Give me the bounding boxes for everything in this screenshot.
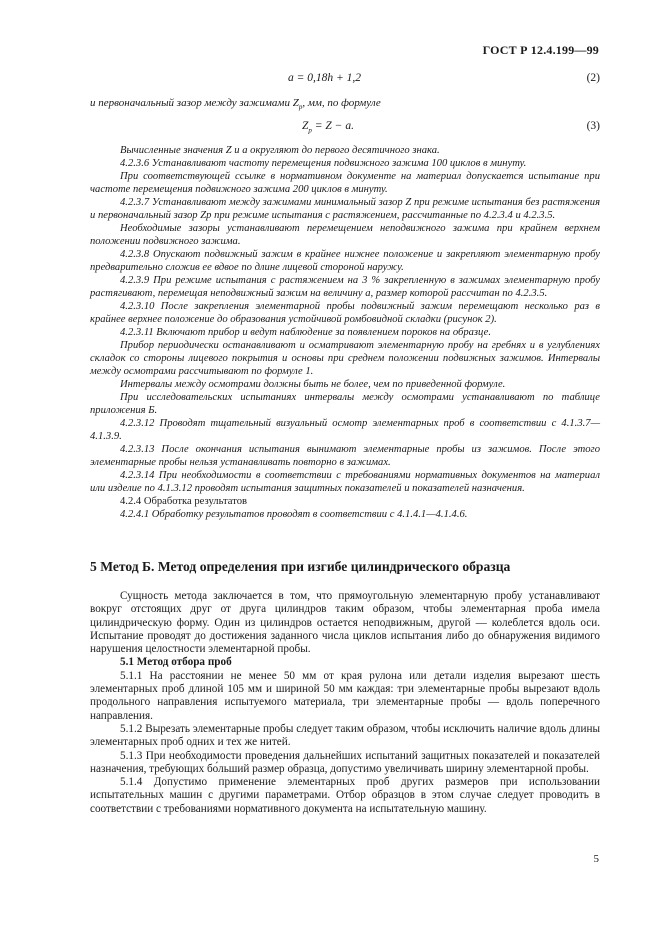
- formula-intro-sub: р: [298, 103, 303, 112]
- paragraph: 4.2.3.13 После окончания испытания вынимают элементарные пробы из зажимов. После этого элементарные пробы нельзя устанавливать повторно в зажимах.: [90, 444, 600, 468]
- paragraph: 4.2.3.7 Устанавливают между зажимами минимальный зазор Z при режиме испытания без растяжения и первоначальный зазор Zр при режиме испытания с растяжением, рассчитанные по 4.2.3.4 и 4.2.3.5.: [90, 197, 600, 221]
- paragraph: 4.2.3.14 При необходимости в соответствии с требованиями нормативных документов на материал или изделие по 4.1.3.12 проводят испытания защитных показателей и показателей назначения.: [90, 470, 600, 494]
- subsection-heading: 4.2.4 Обработка результатов: [120, 496, 247, 507]
- paragraph: 4.2.3.11 Включают прибор и ведут наблюдение за появлением пороков на образце.: [120, 327, 491, 338]
- sampling-heading: 5.1 Метод отбора проб: [120, 656, 232, 669]
- paragraph: Интервалы между осмотрами должны быть не более, чем по приведенной формуле.: [120, 379, 506, 390]
- paragraph: 4.2.3.12 Проводят тщательный визуальный осмотр элементарных проб в соответствии с 4.1.3.7—4.1.3.9.: [90, 418, 600, 442]
- italic-clauses: [90, 144, 600, 521]
- paragraph: 5.1.1 На расстоянии не менее 50 мм от края рулона или детали изделия вырезают шесть элементарных проб длиной 105 мм и шириной 50 мм каждая: три элементарные пробы вырезают вдоль продольного направления испытуемого материала, три элементарные пробы — вдоль поперечного направления.: [90, 669, 600, 722]
- paragraph: 4.2.3.8 Опускают подвижный зажим в крайнее нижнее положение и закрепляют элементарную пробу предварительно сложив ее вдвое по длине лицевой стороной наружу.: [90, 249, 600, 273]
- formula-3-expression: [302, 120, 354, 134]
- formula-2-number: (2): [586, 72, 600, 84]
- section-body: [90, 590, 600, 816]
- paragraph: При соответствующей ссылке в нормативном документе на материал допускается испытание при частоте перемещения подвижного зажима 200 циклов в минуту.: [90, 171, 600, 195]
- formula-3-rhs: = Z − a.: [311, 120, 354, 132]
- paragraph: 5.1.3 При необходимости проведения дальнейших испытаний защитных показателей и показателей назначения, требующих бо́льший размер образца, допустимо увеличивать ширину элементарной пробы.: [90, 749, 600, 775]
- paragraph: Необходимые зазоры устанавливают перемещением неподвижного зажима при крайнем верхнем положении подвижного зажима.: [90, 223, 600, 247]
- paragraph: 5.1.2 Вырезать элементарные пробы следует таким образом, чтобы исключить наличие вдоль длины элементарных проб одних и тех же нитей.: [90, 722, 600, 749]
- paragraph: 4.2.3.9 При режиме испытания с растяжением на 3 % закрепленную в зажимах элементарную пробу растягивают, перемещая неподвижный зажим на величину a, размер которой рассчитан по 4.2.3.5.: [90, 275, 600, 299]
- formula-intro-tail: , мм, по формуле: [302, 97, 381, 109]
- section-title: 5 Метод Б. Метод определения при изгибе цилиндрического образца: [90, 559, 511, 574]
- standard-header: ГОСТ Р 12.4.199—99: [482, 43, 599, 57]
- formula-intro: [90, 97, 600, 111]
- paragraph: 4.2.4.1 Обработку результатов проводят в соответствии с 4.1.4.1—4.1.4.6.: [120, 509, 468, 520]
- formula-intro-text: и первоначальный зазор между зажимами Z: [90, 97, 299, 109]
- formula-3: [90, 120, 600, 136]
- paragraph: 5.1.4 Допустимо применение элементарных проб других размеров при использовании испытательных машин с другими параметрами. Отбор образцов в этом случае следует проводить в соответствии с требованиями нормативного документа на испытательную машину.: [90, 776, 600, 815]
- formula-2: [90, 72, 600, 88]
- paragraph: Прибор периодически останавливают и осматривают элементарную пробу на гребнях и в углублениях складок со стороны лицевого покрытия и основы при среднем положении подвижных зажимов. Интервалы между осмотрами рассчитывают по формуле 1.: [90, 340, 600, 377]
- paragraph: 4.2.3.10 После закрепления элементарной пробы подвижный зажим перемещают несколько раз в крайнее верхнее положение до образования устойчивой ромбовидной складки (рисунок 2).: [90, 301, 600, 325]
- paragraph: Вычисленные значения Z и a округляют до первого десятичного знака.: [120, 145, 440, 156]
- formula-3-number: (3): [586, 120, 600, 132]
- paragraph: При исследовательских испытаниях интервалы между осмотрами устанавливают по таблице приложения Б.: [90, 392, 600, 416]
- paragraph: Сущность метода заключается в том, что прямоугольную элементарную пробу устанавливают вокруг отстоящих друг от друга цилиндров таким образом, чтобы элементарная проба имела цилиндрическую форму. Один из цилиндров остается неподвижным, другой — колеблется вдоль оси. Испытание проводят до достижения заданного числа циклов испытания либо до обнаружения видимого нарушения целостности элементарной пробы.: [90, 590, 600, 656]
- formula-3-lhs-sub: р: [308, 126, 312, 135]
- formula-2-expression: a = 0,18h + 1,2: [288, 72, 362, 84]
- formula-3-lhs: Z: [302, 120, 309, 132]
- paragraph: 4.2.3.6 Устанавливают частоту перемещения подвижного зажима 100 циклов в минуту.: [120, 158, 527, 169]
- page-number: 5: [593, 853, 599, 865]
